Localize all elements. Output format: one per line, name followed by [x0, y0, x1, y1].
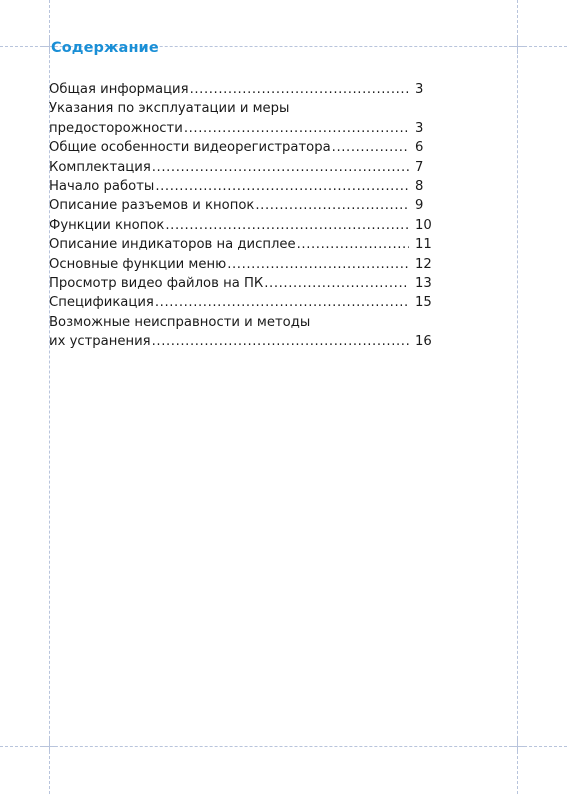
toc-entry-title: Общие особенности видеорегистратора: [49, 140, 331, 156]
page-title: Содержание: [51, 40, 159, 56]
toc-entry: [49, 80, 439, 99]
toc-line: [49, 313, 439, 332]
dot-leader: [190, 80, 409, 99]
toc-entry-title: Возможные неисправности и методы: [49, 314, 311, 330]
toc-entry: [49, 99, 439, 138]
toc-entry-title: Основные функции меню: [49, 256, 227, 272]
toc-line: [49, 235, 439, 254]
toc-entry: [49, 158, 439, 177]
toc-page-number: 10: [415, 217, 432, 233]
crop-mark: [41, 746, 57, 747]
toc-line: [49, 216, 439, 235]
dot-leader: [155, 293, 409, 312]
toc-entry-title: предосторожности: [49, 120, 183, 136]
dot-leader: [184, 119, 409, 138]
toc-line: [49, 119, 439, 138]
toc-page-number: 3: [415, 120, 424, 136]
dot-leader: [264, 274, 409, 293]
dot-leader: [165, 216, 409, 235]
toc-page-number: 12: [415, 256, 432, 272]
trim-guide-bottom: [0, 746, 567, 747]
toc-page-number: 8: [415, 178, 424, 194]
toc-page-number: 15: [415, 295, 432, 311]
toc-entry: [49, 177, 439, 196]
trim-guide-right: [517, 0, 518, 794]
toc-entry: [49, 196, 439, 215]
toc-line: [49, 293, 439, 312]
toc-page-number: 11: [415, 237, 432, 253]
toc-entry-title: Описание разъемов и кнопок: [49, 198, 255, 214]
dot-leader: [152, 332, 409, 351]
toc-page-number: 16: [415, 334, 432, 350]
toc-entry-title: Общая информация: [49, 82, 189, 97]
dot-leader: [155, 177, 409, 196]
toc-line: [49, 138, 439, 157]
toc-entry-title: Комплектация: [49, 159, 151, 175]
toc-line: [49, 255, 439, 274]
toc-line: [49, 332, 439, 351]
crop-mark: [509, 746, 525, 747]
toc-line: [49, 80, 439, 99]
table-of-contents: [49, 80, 439, 351]
toc-line: [49, 99, 439, 118]
toc-entry-title: Описание индикаторов на дисплее: [49, 237, 296, 253]
toc-page-number: 7: [415, 159, 424, 175]
toc-entry: [49, 255, 439, 274]
toc-entry: [49, 216, 439, 235]
toc-entry: [49, 274, 439, 293]
toc-line: [49, 274, 439, 293]
toc-page-number: 6: [415, 140, 424, 156]
crop-mark: [509, 46, 525, 47]
dot-leader: [152, 158, 409, 177]
dot-leader: [255, 196, 409, 215]
toc-entry: [49, 138, 439, 157]
toc-line: [49, 177, 439, 196]
toc-entry-title: Спецификация: [49, 295, 154, 311]
dot-leader: [227, 255, 409, 274]
toc-line: [49, 158, 439, 177]
toc-page-number: 9: [415, 198, 424, 214]
toc-entry: [49, 293, 439, 312]
toc-entry-title: Указания по эксплуатации и меры: [49, 101, 290, 117]
toc-line: [49, 196, 439, 215]
toc-entry: [49, 313, 439, 352]
toc-entry-title: Функции кнопок: [49, 217, 165, 233]
dot-leader: [297, 235, 409, 254]
toc-page-number: 3: [415, 82, 424, 97]
toc-page-number: 13: [415, 275, 432, 291]
toc-entry-title: Просмотр видео файлов на ПК: [49, 275, 264, 291]
toc-entry: [49, 235, 439, 254]
toc-entry-title: Начало работы: [49, 178, 155, 194]
toc-entry-title: их устранения: [49, 334, 151, 350]
dot-leader: [332, 138, 409, 157]
